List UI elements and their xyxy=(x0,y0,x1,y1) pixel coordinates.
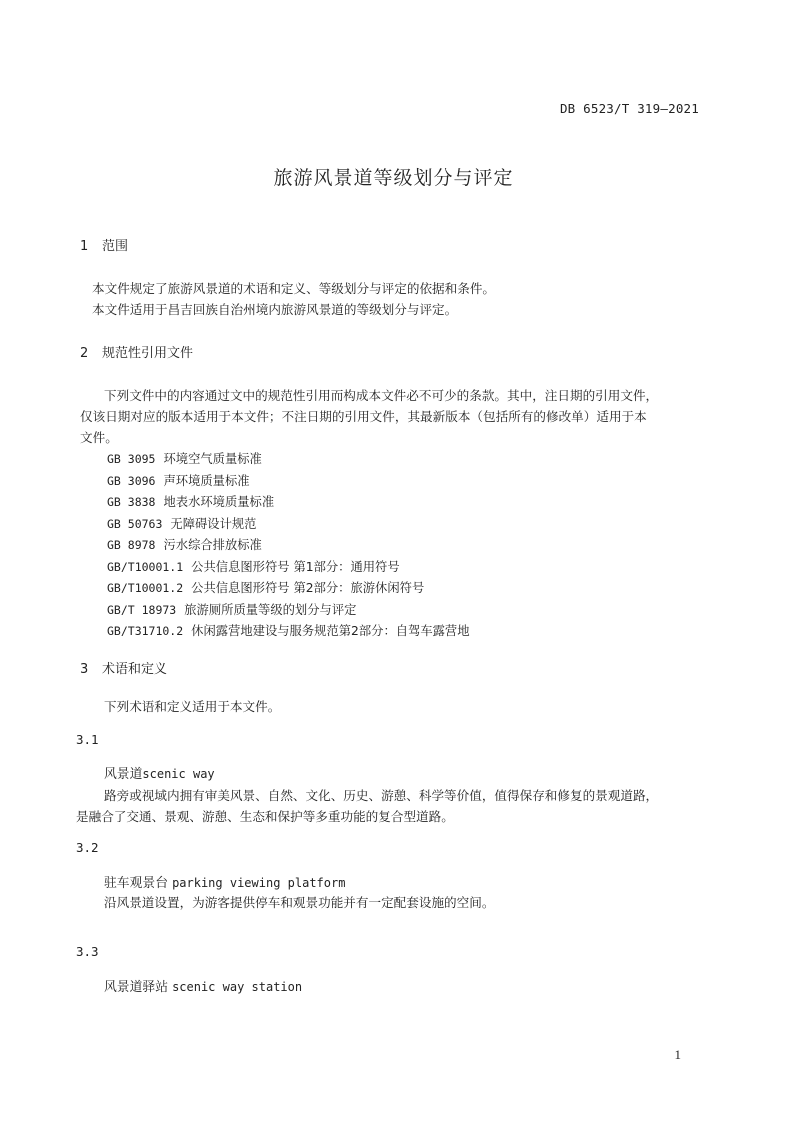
page-number: 1 xyxy=(674,1047,681,1062)
document-number: DB 6523/T 319—2021 xyxy=(559,101,699,116)
section-number: 1 xyxy=(80,239,89,254)
term-heading xyxy=(104,872,345,891)
term-definition-line-2: 是融合了交通、景观、游憩、生态和保护等多重功能的复合型道路。 xyxy=(76,809,454,824)
reference-code: GB/T31710.2 xyxy=(107,624,184,638)
reference-item xyxy=(107,449,262,467)
scope-paragraph-2: 本文件适用于昌吉回族自治州境内旅游风景道的等级划分与评定。 xyxy=(92,302,458,317)
reference-item xyxy=(107,471,250,489)
section-number: 2 xyxy=(80,346,89,361)
reference-item xyxy=(107,578,424,596)
scope-paragraph-1: 本文件规定了旅游风景道的术语和定义、等级划分与评定的依据和条件。 xyxy=(92,281,495,296)
reference-title: 公共信息图形符号 第2部分：旅游休闲符号 xyxy=(191,581,425,595)
reference-title: 污水综合排放标准 xyxy=(163,538,262,552)
reference-title: 休闲露营地建设与服务规范第2部分：自驾车露营地 xyxy=(191,624,470,638)
reference-code: GB/T 18973 xyxy=(107,603,177,617)
reference-title: 声环境质量标准 xyxy=(163,474,250,488)
reference-item xyxy=(107,535,262,553)
section-title: 规范性引用文件 xyxy=(102,346,194,361)
section-heading-scope xyxy=(80,235,128,254)
term-number: 3.2 xyxy=(76,840,99,855)
term-number: 3.3 xyxy=(76,944,99,959)
reference-code: GB 8978 xyxy=(107,538,156,552)
reference-code: GB 50763 xyxy=(107,517,163,531)
term-heading xyxy=(104,976,302,995)
section-heading-normative-references xyxy=(80,342,193,361)
section-title: 范围 xyxy=(102,239,129,254)
term-zh: 风景道 xyxy=(104,767,143,782)
term-definition-line-1: 路旁或视域内拥有审美风景、自然、文化、历史、游憩、科学等价值，值得保存和修复的景观道路， xyxy=(104,788,659,803)
term-definition-line-1: 沿风景道设置，为游客提供停车和观景功能并有一定配套设施的空间。 xyxy=(104,895,495,910)
term-en: scenic way station xyxy=(172,980,303,994)
reference-code: GB/T10001.1 xyxy=(107,560,184,574)
term-heading xyxy=(104,763,215,782)
reference-code: GB/T10001.2 xyxy=(107,581,184,595)
reference-item xyxy=(107,600,356,618)
reference-title: 环境空气质量标准 xyxy=(163,452,262,466)
term-number: 3.1 xyxy=(76,732,99,747)
reference-code: GB 3095 xyxy=(107,452,156,466)
reference-item xyxy=(107,492,274,510)
reference-code: GB 3838 xyxy=(107,495,156,509)
term-en: scenic way xyxy=(142,767,215,781)
reference-title: 公共信息图形符号 第1部分：通用符号 xyxy=(191,560,400,574)
reference-title: 地表水环境质量标准 xyxy=(163,495,275,509)
normative-intro-line-1: 下列文件中的内容通过文中的规范性引用而构成本文件必不可少的条款。其中，注日期的引用文件， xyxy=(104,388,659,403)
terms-intro: 下列术语和定义适用于本文件。 xyxy=(104,699,281,714)
section-title: 术语和定义 xyxy=(102,662,168,677)
section-number: 3 xyxy=(80,662,89,677)
reference-code: GB 3096 xyxy=(107,474,156,488)
reference-title: 无障碍设计规范 xyxy=(170,517,257,531)
reference-item xyxy=(107,557,400,575)
reference-title: 旅游厕所质量等级的划分与评定 xyxy=(184,603,357,617)
reference-item xyxy=(107,514,256,532)
term-zh: 风景道驿站 xyxy=(104,980,168,995)
term-en: parking viewing platform xyxy=(172,876,346,890)
normative-intro-line-2: 仅该日期对应的版本适用于本文件；不注日期的引用文件，其最新版本（包括所有的修改单）适用于本 xyxy=(80,409,647,424)
normative-intro-line-3: 文件。 xyxy=(80,430,118,445)
section-heading-terms xyxy=(80,658,167,677)
term-zh: 驻车观景台 xyxy=(104,876,168,891)
reference-item xyxy=(107,621,470,639)
document-title: 旅游风景道等级划分与评定 xyxy=(273,167,514,189)
